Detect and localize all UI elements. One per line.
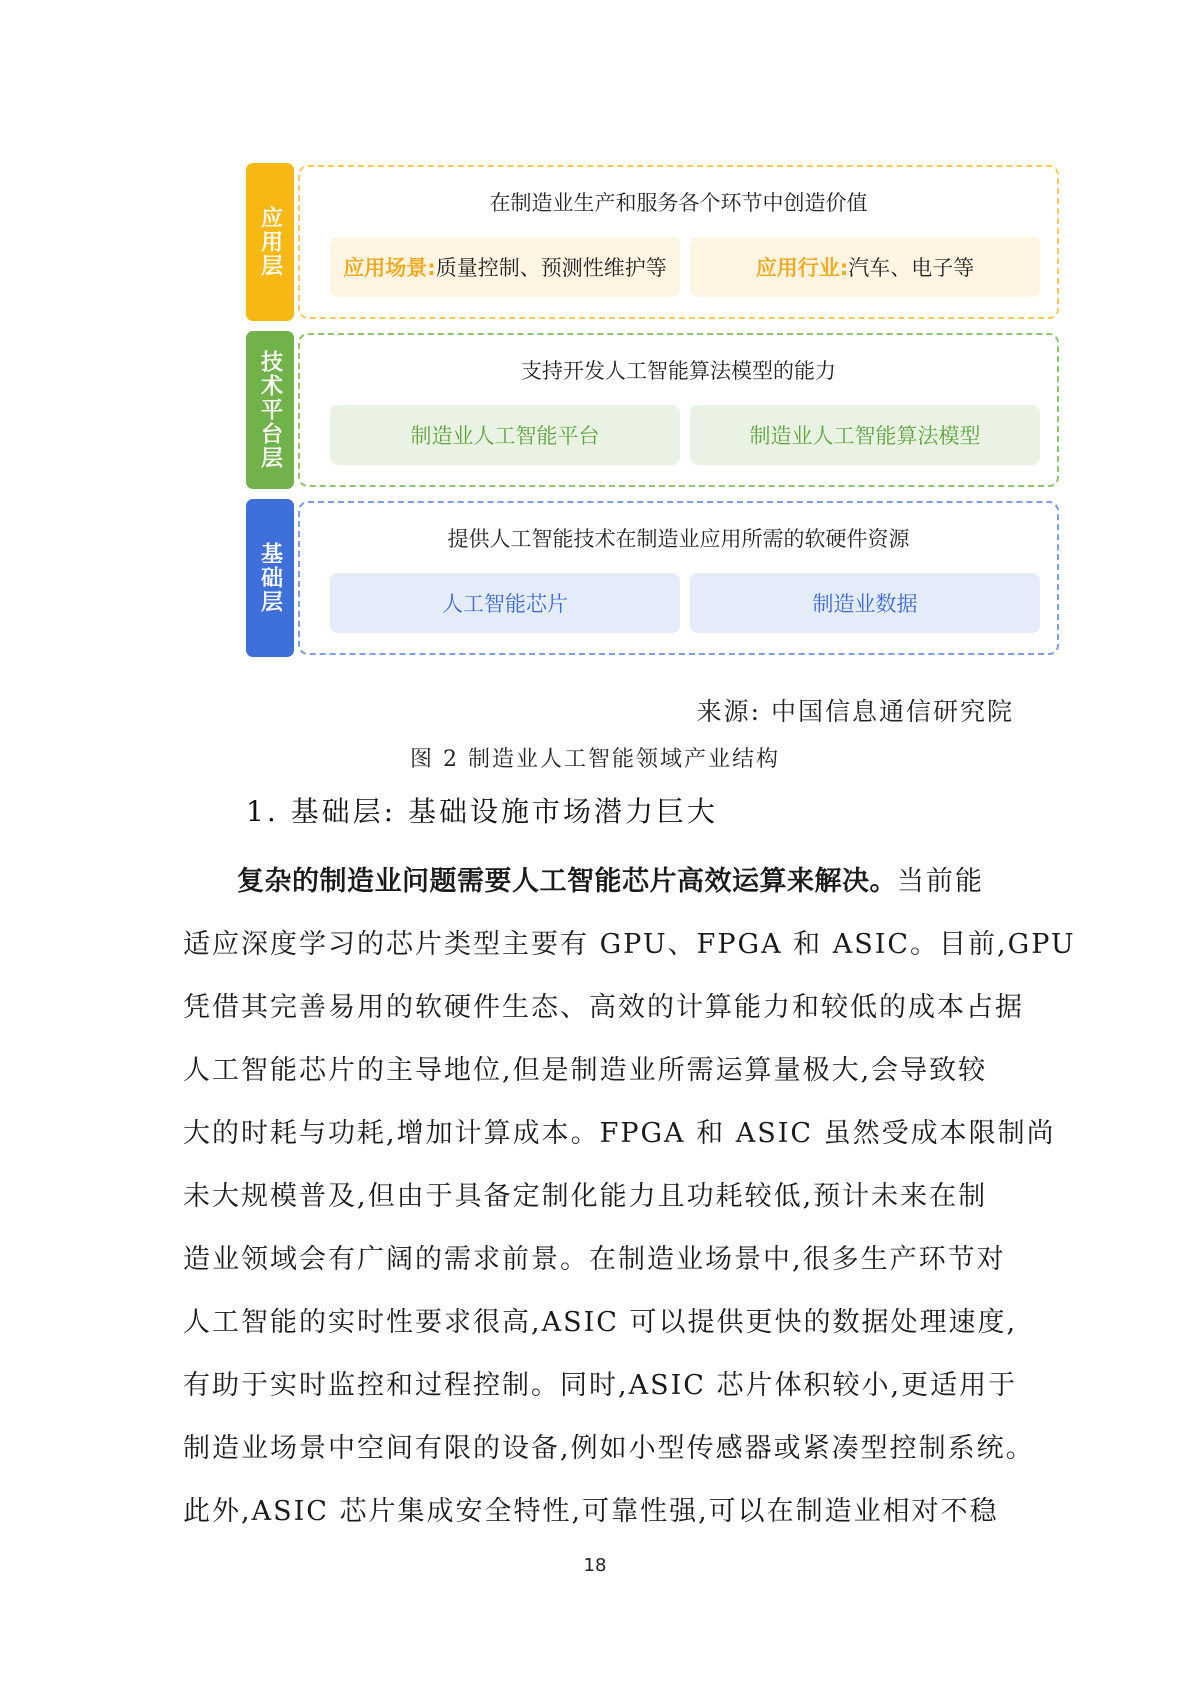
- body-paragraph: [183, 850, 1076, 1543]
- application-layer-tag: 应用层: [246, 163, 294, 321]
- paragraph-line: 人工智能的实时性要求很高,ASIC 可以提供更快的数据处理速度,: [183, 1307, 1018, 1338]
- paragraph-line: 人工智能芯片的主导地位,但是制造业所需运算量极大,会导致较: [183, 1055, 988, 1086]
- paragraph-lead: 复杂的制造业问题需要人工智能芯片高效运算来解决。: [237, 866, 897, 897]
- paragraph-line: 制造业场景中空间有限的设备,例如小型传感器或紧凑型控制系统。: [183, 1433, 1035, 1464]
- paragraph-line: [183, 850, 1013, 913]
- manufacturing-data-chip: 制造业数据: [690, 573, 1040, 633]
- application-industries-text: 汽车、电子等: [848, 256, 975, 280]
- application-scenarios-chip: [330, 237, 680, 297]
- application-layer-box: [298, 165, 1059, 319]
- application-scenarios-label: 应用场景:: [343, 256, 436, 280]
- tech-platform-layer: [246, 331, 1059, 489]
- paragraph-line: 大的时耗与功耗,增加计算成本。FPGA 和 ASIC 虽然受成本限制尚: [183, 1118, 1056, 1149]
- application-industries-label: 应用行业:: [755, 256, 849, 280]
- paragraph-line: 凭借其完善易用的软硬件生态、高效的计算能力和较低的成本占据: [183, 992, 1024, 1023]
- tech-platform-layer-description: 支持开发人工智能算法模型的能力: [521, 359, 836, 383]
- base-layer-description: 提供人工智能技术在制造业应用所需的软硬件资源: [447, 527, 910, 551]
- application-industries-chip: [690, 237, 1040, 297]
- base-layer-tag: 基础层: [246, 499, 294, 657]
- application-scenarios-text: 质量控制、预测性维护等: [435, 256, 667, 280]
- figure-source: 来源: 中国信息通信研究院: [696, 697, 1014, 726]
- base-layer-box: [298, 501, 1059, 655]
- ai-algorithm-model-chip: 制造业人工智能算法模型: [690, 405, 1040, 465]
- paragraph-line: 未大规模普及,但由于具备定制化能力且功耗较低,预计未来在制: [183, 1181, 988, 1212]
- paragraph-line-text: 当前能: [897, 866, 984, 897]
- figure-caption: 图 2 制造业人工智能领域产业结构: [410, 747, 780, 772]
- tech-platform-layer-box: [298, 333, 1059, 487]
- base-layer: [246, 499, 1059, 657]
- paragraph-line: 造业领域会有广阔的需求前景。在制造业场景中,很多生产环节对: [183, 1244, 1006, 1275]
- paragraph-line: 有助于实时监控和过程控制。同时,ASIC 芯片体积较小,更适用于: [183, 1370, 1018, 1401]
- section-heading: 1. 基础层: 基础设施市场潜力巨大: [246, 795, 718, 828]
- ai-chip-chip: 人工智能芯片: [330, 573, 680, 633]
- page-number: 18: [583, 1555, 607, 1576]
- application-layer-description: 在制造业生产和服务各个环节中创造价值: [489, 191, 868, 215]
- ai-platform-chip: 制造业人工智能平台: [330, 405, 680, 465]
- paragraph-line: 适应深度学习的芯片类型主要有 GPU、FPGA 和 ASIC。目前,GPU: [183, 929, 1076, 960]
- paragraph-line: 此外,ASIC 芯片集成安全特性,可靠性强,可以在制造业相对不稳: [183, 1496, 999, 1527]
- application-layer: [246, 163, 1059, 321]
- tech-platform-layer-tag: 技术平台层: [246, 331, 294, 489]
